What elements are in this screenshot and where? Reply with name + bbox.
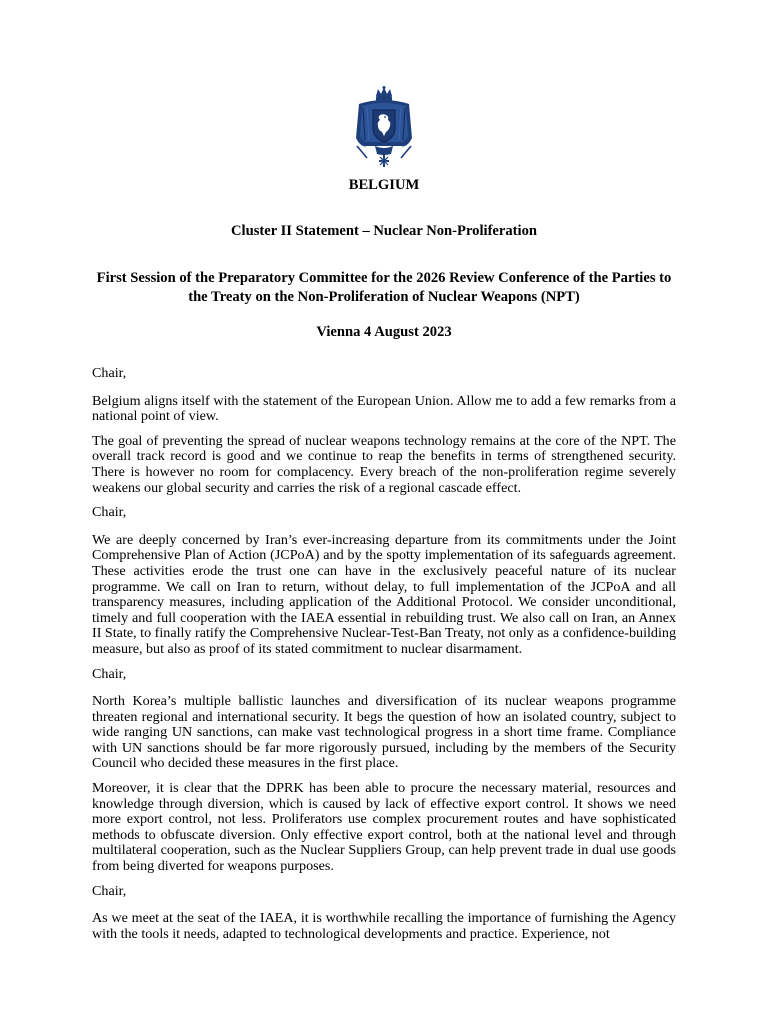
salutation: Chair,: [92, 665, 127, 682]
country-heading: BELGIUM: [348, 177, 420, 193]
paragraph-npt-goal: The goal of preventing the spread of nuclear weapons technology remains at the core of the NPT. The overall track record is good and we continue to reap the benefits in terms of strengthened security. There is however no room for complacency. Every breach of the non-proliferation regime severely weakens our global security and carries the risk of a regional cascade effect.: [92, 432, 676, 496]
salutation: Chair,: [92, 365, 127, 381]
paragraph-iaea: As we meet at the seat of the IAEA, it is worthwhile recalling the importance of furnishing the Agency with the tools it needs, adapted to technological developments and practice. Experience, not: [92, 910, 676, 942]
paragraph-iran: We are deeply concerned by Iran’s ever-increasing departure from its commitments under the Joint Comprehensive Plan of Action (JCPoA) and by the spotty implementation of its safeguards agreement. These activities erode the trust one can have in the exclusively peaceful nature of its nuclear programme. We call on Iran to return, without delay, to full implementation of the JCPoA and all transparency measures, including application of the Additional Protocol. We consider unconditional, timely and full cooperation with the IAEA essential in rebuilding trust. We also call on Iran, an Annex II State, to finally ratify the Comprehensive Nuclear-Test-Ban Treaty, not only as a confidence-building measure, but also as proof of its stated commitment to nuclear disarmament.: [92, 531, 676, 657]
cluster-heading: Cluster II Statement – Nuclear Non-Proliferation: [230, 223, 538, 239]
statement-body: [92, 366, 676, 951]
paragraph-north-korea: North Korea’s multiple ballistic launches and diversification of its nuclear weapons programme threaten regional and international security. It begs the question of how an isolated country, subject to wide ranging UN sanctions, can make vast technological progress in a short time frame. Compliance with UN sanctions should be far more rigorously pursued, including by the members of the Security Council who decided these measures in the first place.: [92, 693, 676, 772]
paragraph-export-control: Moreover, it is clear that the DPRK has been able to procure the necessary material, resources and knowledge through diversion, which is caused by lack of effective export control. It shows we need more export control, not less. Proliferators use complex procurement routes and have sophisticated methods to obfuscate diversion. Only effective export control, both at the national level and through multilateral cooperation, such as the Nuclear Suppliers Group, can help prevent trade in dual use goods from being diverted for weapons purposes.: [92, 780, 676, 875]
session-heading: First Session of the Preparatory Committee for the 2026 Review Conference of the Parties to the Treaty on the Non-Proliferation of Nuclear Weapons (NPT): [96, 270, 672, 305]
salutation: Chair,: [92, 882, 127, 899]
date-heading: Vienna 4 August 2023: [316, 324, 452, 340]
salutation: Chair,: [92, 504, 127, 521]
belgian-coat-of-arms-icon: [349, 86, 419, 168]
paragraph-alignment: Belgium aligns itself with the statement of the European Union. Allow me to add a few remarks from a national point of view.: [92, 392, 676, 425]
